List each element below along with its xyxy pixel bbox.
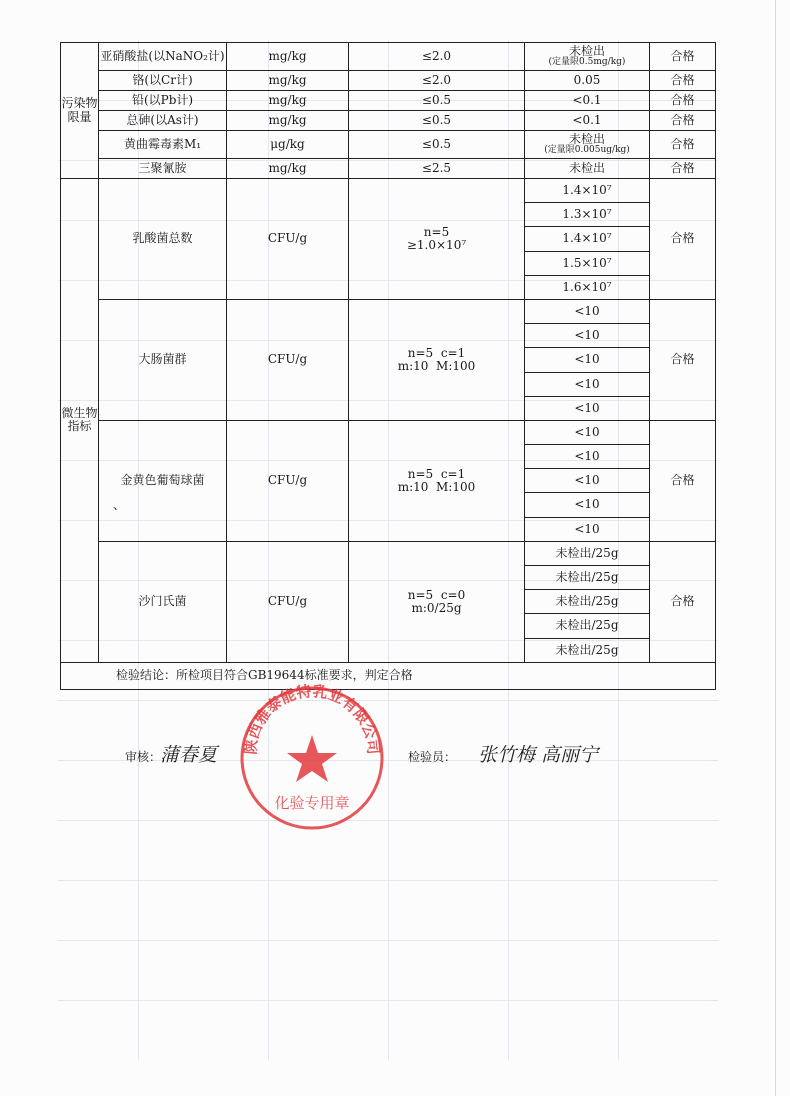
item-name: 大肠菌群	[99, 299, 227, 420]
item-unit: mg/kg	[227, 91, 349, 111]
sample-result: <10	[525, 517, 650, 541]
item-standard	[349, 420, 525, 541]
sample-result: 1.5×10⁷	[525, 251, 650, 275]
item-result	[525, 43, 650, 71]
result-value: 未检出	[568, 160, 605, 175]
item-verdict: 合格	[650, 541, 716, 662]
standard-line: n=5	[423, 224, 450, 239]
test-results-table	[60, 42, 716, 690]
sample-result: 未检出/25g	[525, 541, 650, 565]
item-name: 黄曲霉毒素M₁	[99, 131, 227, 159]
sample-result: 1.6×10⁷	[525, 275, 650, 299]
reviewer-label: 审核：	[125, 750, 162, 764]
page-edge	[775, 0, 782, 1096]
item-unit: CFU/g	[227, 299, 349, 420]
item-verdict: 合格	[650, 71, 716, 91]
item-verdict: 合格	[650, 299, 716, 420]
result-value: 未检出	[568, 131, 605, 146]
sample-result: <10	[525, 299, 650, 323]
item-name: 金黄色葡萄球菌	[99, 420, 227, 541]
reviewer-signature: 蒲春夏	[160, 744, 218, 766]
contaminant-row	[61, 71, 716, 91]
sample-result: 未检出/25g	[525, 566, 650, 590]
item-verdict: 合格	[650, 179, 716, 300]
item-unit: mg/kg	[227, 159, 349, 179]
item-result	[525, 91, 650, 111]
item-verdict: 合格	[650, 91, 716, 111]
item-name: 亚硝酸盐(以NaNO₂计)	[99, 43, 227, 71]
official-seal	[237, 683, 387, 833]
standard-line: ≥1.0×10⁷	[406, 237, 467, 252]
sample-result: <10	[525, 493, 650, 517]
contaminant-row	[61, 131, 716, 159]
item-name: 三聚氰胺	[99, 159, 227, 179]
contaminant-row	[61, 159, 716, 179]
item-verdict: 合格	[650, 131, 716, 159]
item-standard: ≤2.5	[349, 159, 525, 179]
standard-line: m:10 M:100	[397, 479, 476, 494]
item-unit: μg/kg	[227, 131, 349, 159]
item-name: 沙门氏菌	[99, 541, 227, 662]
item-name: 铅(以Pb计)	[99, 91, 227, 111]
result-note: (定量限0.5mg/kg)	[548, 57, 626, 68]
inspector-signature: 张竹梅 高丽宁	[478, 744, 599, 766]
item-unit: CFU/g	[227, 420, 349, 541]
micro-row	[61, 420, 716, 444]
item-unit: mg/kg	[227, 111, 349, 131]
result-value: 未检出	[568, 43, 605, 58]
result-value: <0.1	[572, 92, 602, 107]
item-standard	[349, 299, 525, 420]
item-standard: ≤0.5	[349, 131, 525, 159]
micro-row	[61, 179, 716, 203]
sample-result: <10	[525, 420, 650, 444]
item-standard: ≤2.0	[349, 43, 525, 71]
standard-line: n=5 c=1	[407, 466, 466, 481]
item-name: 铬(以Cr计)	[99, 71, 227, 91]
sample-result: 未检出/25g	[525, 638, 650, 662]
conclusion-row	[61, 662, 716, 689]
item-verdict: 合格	[650, 111, 716, 131]
item-name: 总砷(以As计)	[99, 111, 227, 131]
result-note: (定量限0.005ug/kg)	[544, 145, 630, 156]
item-verdict: 合格	[650, 43, 716, 71]
item-result	[525, 71, 650, 91]
item-unit: mg/kg	[227, 43, 349, 71]
category-label: 微生物指标	[61, 179, 99, 663]
standard-line: m:10 M:100	[397, 358, 476, 373]
item-standard: ≤0.5	[349, 111, 525, 131]
sample-result: <10	[525, 348, 650, 372]
sample-result: <10	[525, 445, 650, 469]
sample-result: <10	[525, 372, 650, 396]
standard-line: n=5 c=1	[407, 345, 466, 360]
sample-result: <10	[525, 324, 650, 348]
conclusion-text: 检验结论：所检项目符合GB19644标准要求，判定合格	[61, 662, 716, 689]
micro-row	[61, 541, 716, 565]
item-name: 乳酸菌总数	[99, 179, 227, 300]
micro-row	[61, 299, 716, 323]
inspector-label: 检验员：	[408, 750, 457, 764]
contaminant-row	[61, 111, 716, 131]
item-result	[525, 159, 650, 179]
contaminant-row	[61, 91, 716, 111]
item-result	[525, 131, 650, 159]
category-label: 污染物限量	[61, 43, 99, 179]
item-standard	[349, 541, 525, 662]
sample-result: 1.4×10⁷	[525, 179, 650, 203]
standard-line: n=5 c=0	[407, 587, 466, 602]
item-verdict: 合格	[650, 420, 716, 541]
sample-result: 1.4×10⁷	[525, 227, 650, 251]
result-value: <0.1	[572, 112, 602, 127]
item-unit: CFU/g	[227, 179, 349, 300]
sample-result: <10	[525, 396, 650, 420]
standard-line: m:0/25g	[411, 600, 462, 615]
sample-result: <10	[525, 469, 650, 493]
stray-mark: 、	[113, 498, 126, 512]
item-result	[525, 111, 650, 131]
seal-subtitle: 化验专用章	[274, 794, 350, 812]
item-standard	[349, 179, 525, 300]
item-standard: ≤2.0	[349, 71, 525, 91]
sample-result: 1.3×10⁷	[525, 203, 650, 227]
seal-text: 陕西雅泰能特乳业有限公司	[241, 683, 383, 756]
result-value: 0.05	[573, 72, 601, 87]
seal-star-icon	[287, 735, 337, 782]
item-verdict: 合格	[650, 159, 716, 179]
item-unit: mg/kg	[227, 71, 349, 91]
item-standard: ≤0.5	[349, 91, 525, 111]
sample-result: 未检出/25g	[525, 590, 650, 614]
item-unit: CFU/g	[227, 541, 349, 662]
sample-result: 未检出/25g	[525, 614, 650, 638]
contaminant-row	[61, 43, 716, 71]
